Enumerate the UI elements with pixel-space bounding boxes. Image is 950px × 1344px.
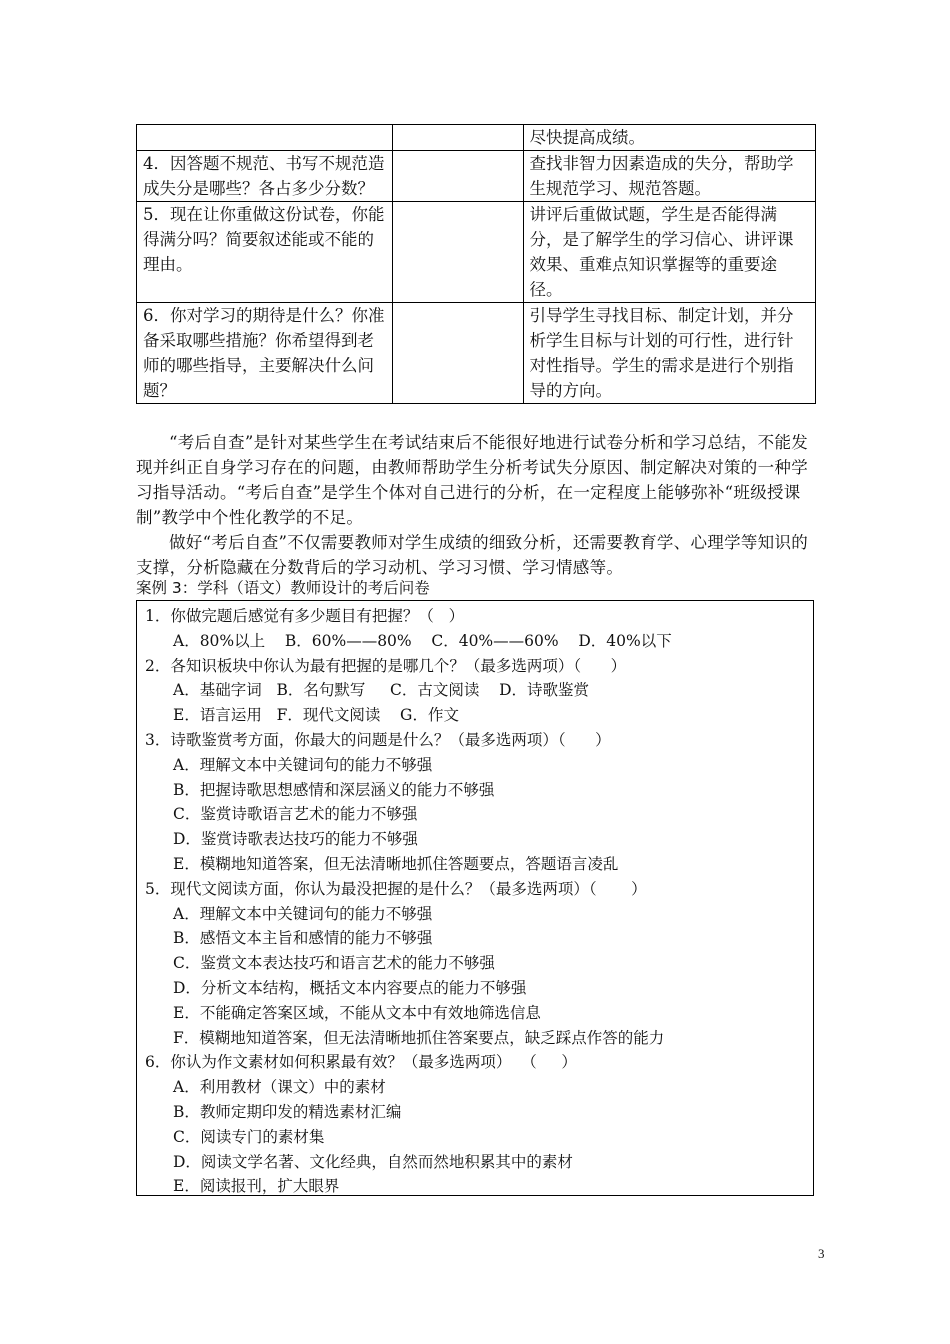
page-number: 3 bbox=[818, 1246, 825, 1261]
questionnaire-question: 2．各知识板块中你认为最有把握的是哪几个？（最多选两项）（ ） bbox=[145, 656, 627, 675]
answer-cell bbox=[393, 202, 524, 303]
paragraph-self-check-definition: “考后自查”是针对某些学生在考试结束后不能很好地进行试卷分析和学习总结，不能发现并纠正自身学习存在的问题，由教师帮助学生分析考试失分原因、制定解决对策的一种学习指导活动。“考后自查”是学生个体对自己进行的分析，在一定程度上能够弥补“班级授课制”教学中个性化教学的不足。 bbox=[136, 433, 809, 527]
questionnaire-option: E．阅读报刊，扩大眼界 bbox=[173, 1177, 340, 1196]
question-cell bbox=[137, 125, 393, 151]
questionnaire-question: 6．你认为作文素材如何积累最有效？（最多选两项） （ ） bbox=[145, 1053, 577, 1072]
questionnaire-box bbox=[136, 600, 814, 1196]
answer-cell bbox=[393, 151, 524, 202]
questionnaire-option: F．模糊地知道答案，但无法清晰地抓住答案要点，缺乏踩点作答的能力 bbox=[173, 1028, 665, 1047]
table-row bbox=[137, 151, 816, 202]
questionnaire-option: B．教师定期印发的精选素材汇编 bbox=[173, 1102, 402, 1121]
questionnaire-question: 1．你做完题后感觉有多少题目有把握？（ ） bbox=[145, 607, 465, 625]
purpose-cell: 尽快提高成绩。 bbox=[523, 125, 815, 151]
questionnaire-option: B．感悟文本主旨和感情的能力不够强 bbox=[173, 929, 433, 948]
questionnaire-question: 5．现代文阅读方面，你认为最没把握的是什么？（最多选两项）（ ） bbox=[145, 879, 647, 898]
purpose-table bbox=[136, 124, 816, 404]
questionnaire-question: 3．诗歌鉴赏考方面，你最大的问题是什么？（最多选两项）（ ） bbox=[145, 730, 611, 749]
questionnaire-option: D．鉴赏诗歌表达技巧的能力不够强 bbox=[173, 830, 418, 849]
question-cell: 5．现在让你重做这份试卷，你能得满分吗？简要叙述能或不能的理由。 bbox=[137, 202, 393, 303]
answer-cell bbox=[393, 125, 524, 151]
questionnaire-option: C．阅读专门的素材集 bbox=[173, 1127, 325, 1146]
answer-cell bbox=[393, 303, 524, 404]
purpose-cell: 讲评后重做试题，学生是否能得满分，是了解学生的学习信心、讲评课效果、重难点知识掌握等的重要途径。 bbox=[523, 202, 815, 303]
questionnaire-option: A．80%以上 B．60%——80% C．40%——60% D．40%以下 bbox=[173, 631, 672, 650]
questionnaire-option: D．分析文本结构，概括文本内容要点的能力不够强 bbox=[173, 978, 527, 997]
questionnaire-option: E．模糊地知道答案，但无法清晰地抓住答题要点，答题语言凌乱 bbox=[173, 854, 619, 873]
questionnaire-option: B．把握诗歌思想感情和深层涵义的能力不够强 bbox=[173, 780, 495, 799]
table-row bbox=[137, 202, 816, 303]
questionnaire-option: A．理解文本中关键词句的能力不够强 bbox=[173, 904, 433, 923]
question-cell: 4．因答题不规范、书写不规范造成失分是哪些？各占多少分数？ bbox=[137, 151, 393, 202]
questionnaire-option: A．基础字词 B．名句默写 C．古文阅读 D．诗歌鉴赏 bbox=[173, 681, 589, 700]
purpose-cell: 引导学生寻找目标、制定计划，并分析学生目标与计划的可行性，进行针对性指导。学生的需求是进行个别指导的方向。 bbox=[523, 303, 815, 404]
paragraph-self-check-requirements: 做好“考后自查”不仅需要教师对学生成绩的细致分析，还需要教育学、心理学等知识的支撑，分析隐藏在分数背后的学习动机、学习习惯、学习情感等。 bbox=[136, 533, 809, 577]
question-cell: 6．你对学习的期待是什么？你准备采取哪些措施？你希望得到老师的哪些指导，主要解决什么问题？ bbox=[137, 303, 393, 404]
questionnaire-option: C．鉴赏诗歌语言艺术的能力不够强 bbox=[173, 805, 418, 824]
table-row bbox=[137, 125, 816, 151]
purpose-cell: 查找非智力因素造成的失分，帮助学生规范学习、规范答题。 bbox=[523, 151, 815, 202]
questionnaire-option: A．理解文本中关键词句的能力不够强 bbox=[173, 755, 433, 774]
questionnaire-option: E．语言运用 F．现代文阅读 G．作文 bbox=[173, 706, 459, 725]
questionnaire-option: E．不能确定答案区域，不能从文本中有效地筛选信息 bbox=[173, 1003, 541, 1022]
questionnaire-option: A．利用教材（课文）中的素材 bbox=[173, 1078, 386, 1097]
table-row bbox=[137, 303, 816, 404]
questionnaire-option: D．阅读文学名著、文化经典，自然而然地积累其中的素材 bbox=[173, 1152, 573, 1171]
case-title: 案例 3：学科（语文）教师设计的考后问卷 bbox=[136, 579, 430, 597]
questionnaire-option: C．鉴赏文本表达技巧和语言艺术的能力不够强 bbox=[173, 954, 495, 973]
